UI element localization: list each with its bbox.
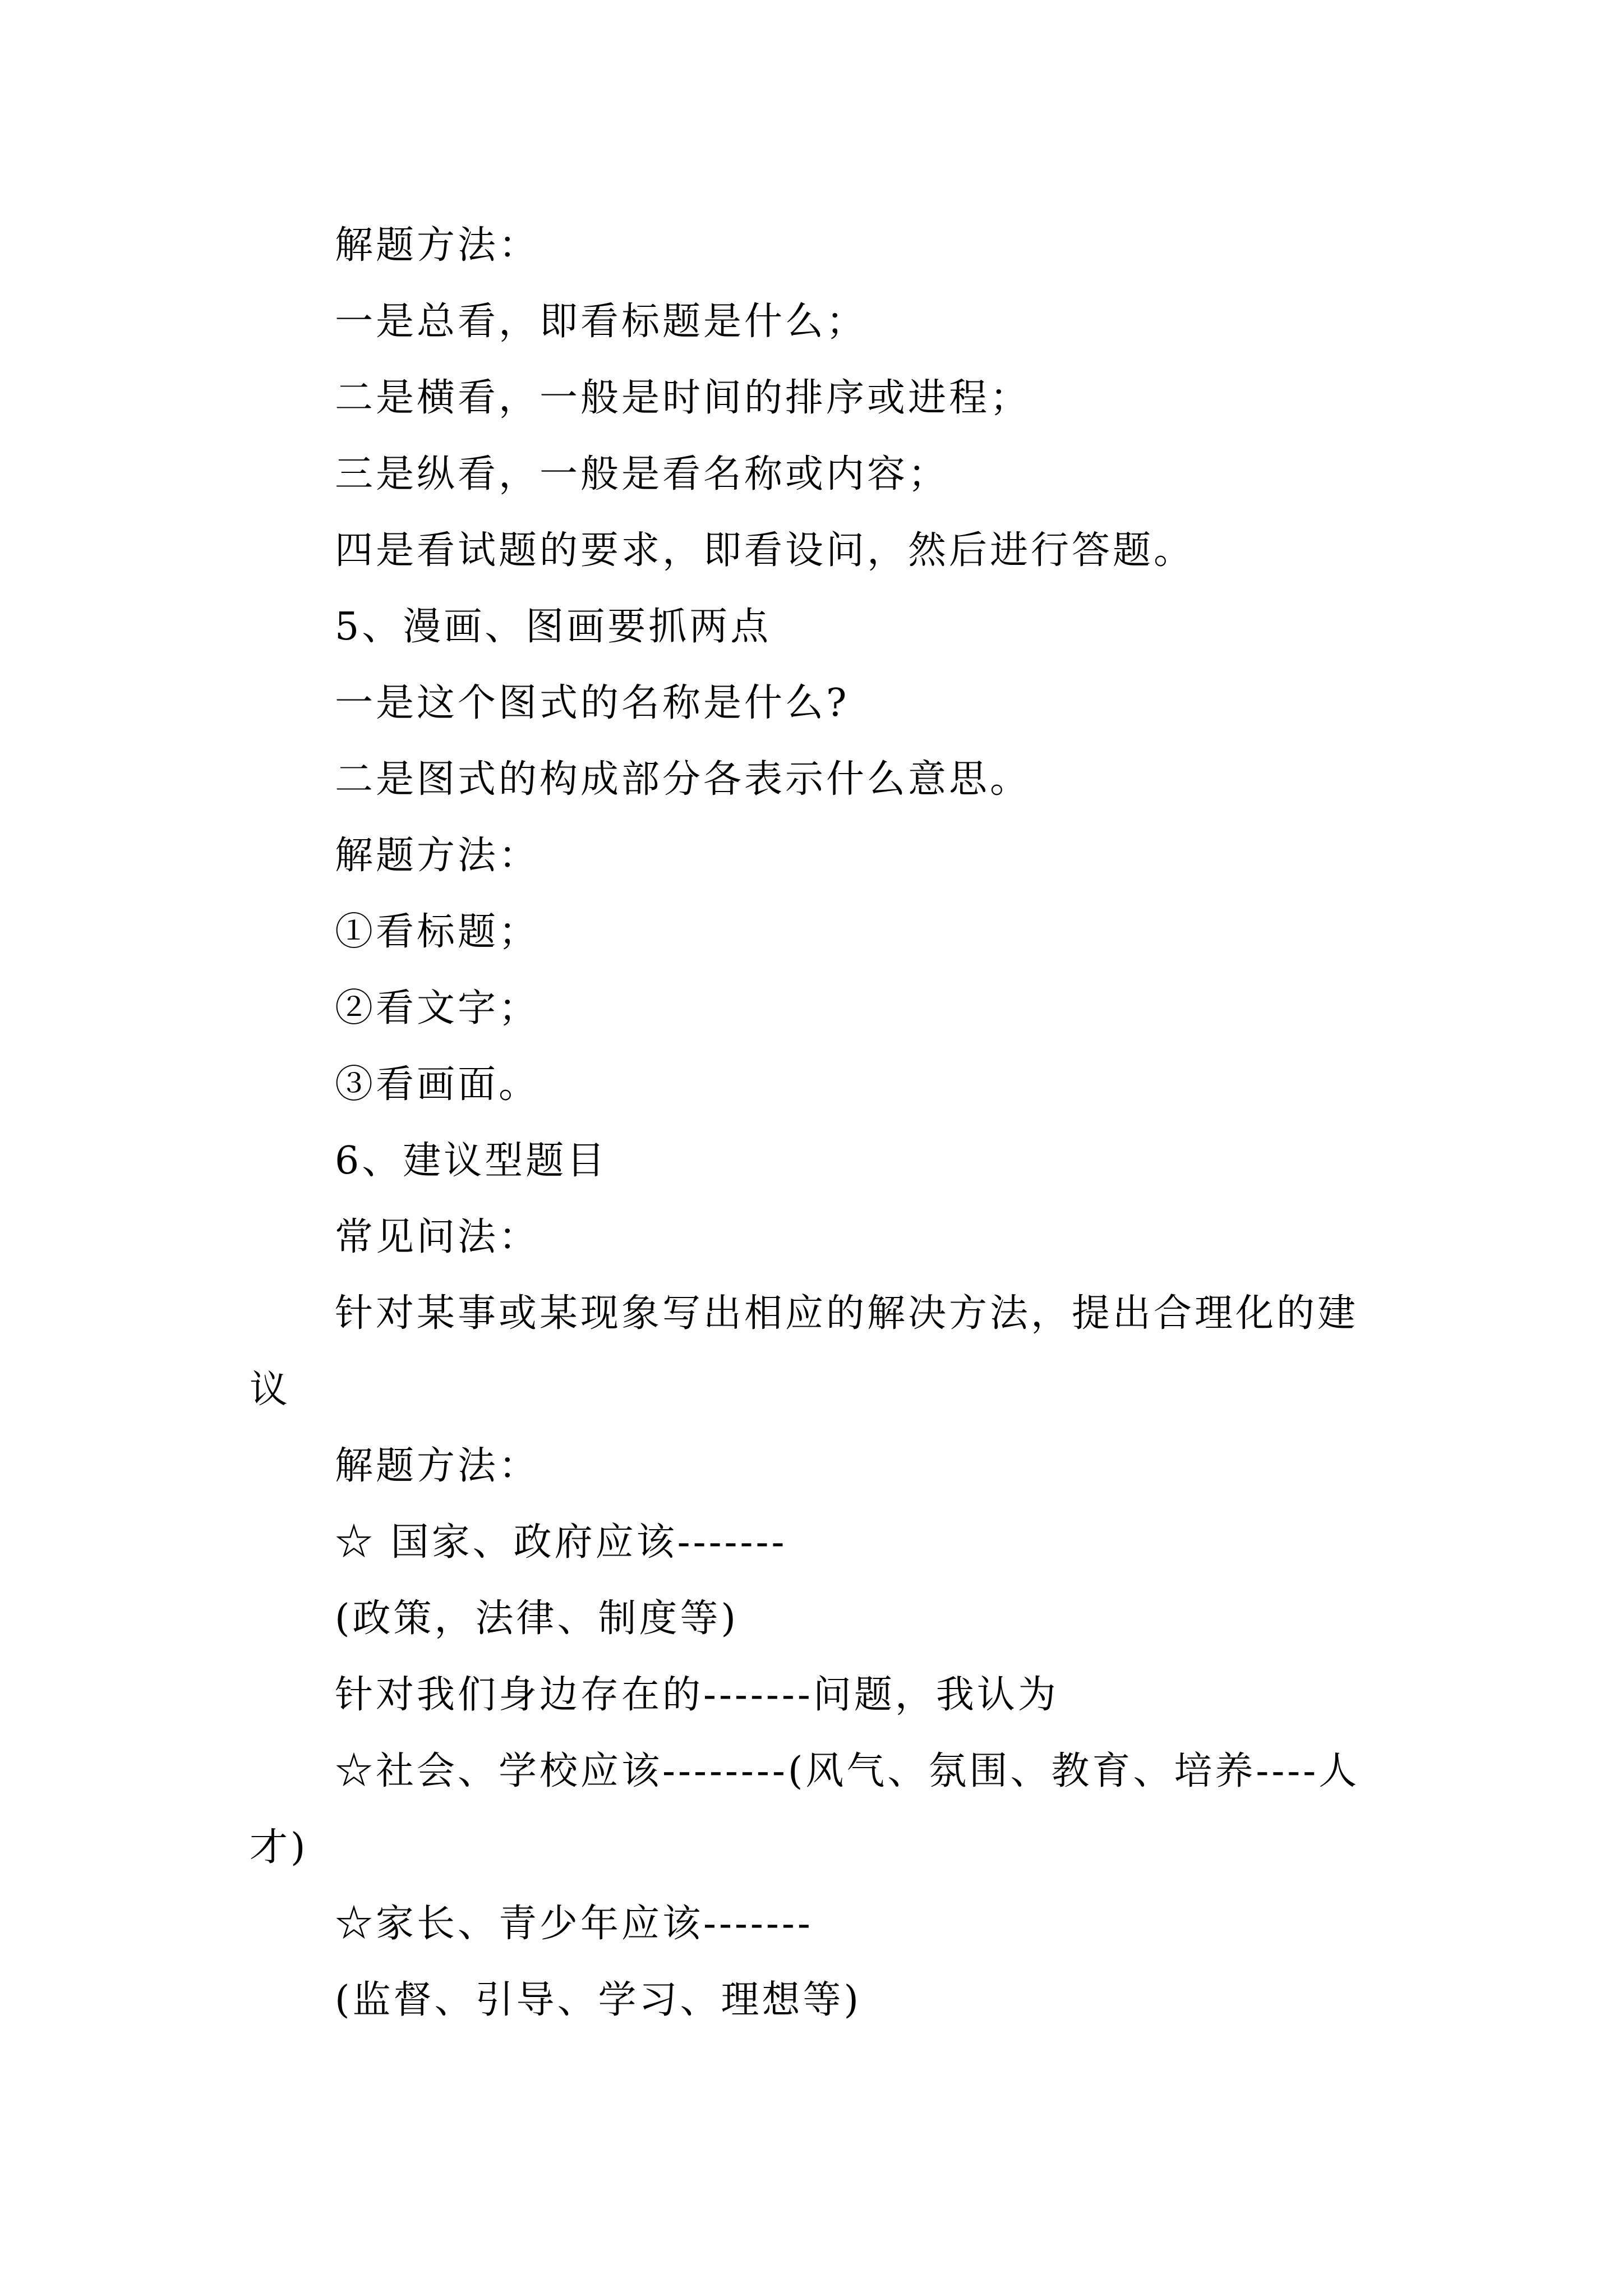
paragraph: 二是横看，一般是时间的排序或进程； bbox=[335, 376, 1031, 420]
paragraph: ③看画面。 bbox=[335, 1062, 540, 1107]
paragraph: 解题方法： bbox=[335, 1444, 540, 1488]
paragraph: 针对我们身边存在的-------问题，我认为 bbox=[335, 1673, 1059, 1717]
paragraph: 四是看试题的要求，即看设问，然后进行答题。 bbox=[335, 528, 1195, 573]
paragraph: 常见问法： bbox=[335, 1215, 540, 1259]
paragraph: ☆家长、青少年应该------- bbox=[335, 1902, 813, 1946]
paragraph: 三是纵看，一般是看名称或内容； bbox=[335, 452, 949, 496]
paragraph: ☆社会、学校应该--------(风气、氛围、教育、培养----人才) bbox=[250, 1749, 1360, 1870]
paragraph: (监督、引导、学习、理想等) bbox=[335, 1978, 862, 2022]
paragraph: 解题方法： bbox=[335, 223, 540, 268]
paragraph: 一是总看，即看标题是什么； bbox=[335, 300, 868, 344]
paragraph: 一是这个图式的名称是什么? bbox=[335, 681, 850, 725]
paragraph: 二是图式的构成部分各表示什么意思。 bbox=[335, 757, 1031, 802]
paragraph: ②看文字； bbox=[335, 986, 540, 1030]
paragraph: ☆ 国家、政府应该------- bbox=[335, 1520, 787, 1565]
paragraph: 针对某事或某现象写出相应的解决方法，提出合理化的建议 bbox=[250, 1291, 1359, 1412]
document-body bbox=[250, 208, 1388, 2039]
section-heading: 6、建议型题目 bbox=[335, 1139, 608, 1183]
paragraph: ①看标题； bbox=[335, 910, 540, 954]
section-heading: 5、漫画、图画要抓两点 bbox=[335, 605, 772, 649]
paragraph: (政策，法律、制度等) bbox=[335, 1596, 739, 1641]
paragraph: 解题方法： bbox=[335, 834, 540, 878]
